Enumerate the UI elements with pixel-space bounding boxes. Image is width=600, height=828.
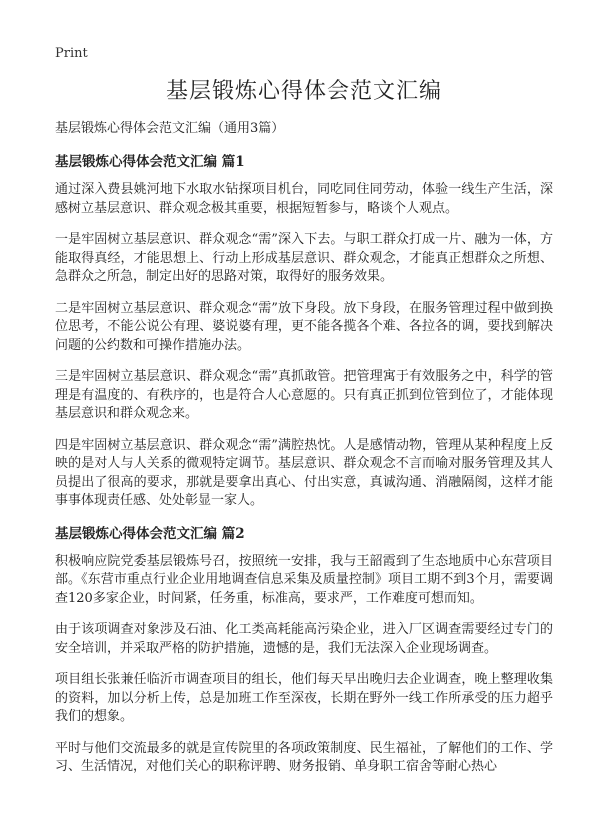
paragraph: 一是牢固树立基层意识、群众观念“需”深入下去。与职工群众打成一片、融为一体，方能取得真经，才能思想上、行动上形成基层意识、群众观念，才能真正想群众之所想、急群众之所急，制定出好的思路对策，取得好的服务效果。 xyxy=(55,232,553,284)
paragraph: 平时与他们交流最多的就是宣传院里的各项政策制度、民生福祉，了解他们的工作、学习、生活情况，对他们关心的职称评聘、财务报销、单身职工宿舍等耐心热心 xyxy=(55,740,553,774)
section-heading: 基层锻炼心得体会范文汇编 篇2 xyxy=(55,525,245,542)
document-title: 基层锻炼心得体会范文汇编 xyxy=(165,79,442,104)
print-link[interactable]: Print xyxy=(55,46,88,61)
paragraph: 三是牢固树立基层意识、群众观念“需”真抓敢管。把管理寓于有效服务之中，科学的管理是有温度的、有秩序的，也是符合人心意愿的。只有真正抓到位管到位了，才能体现基层意识和群众观念来。 xyxy=(55,369,553,421)
paragraph: 四是牢固树立基层意识、群众观念“需”满腔热忱。人是感情动物，管理从某种程度上反映的是对人与人关系的微观特定调节。基层意识、群众观念不言而喻对服务管理及其人员提出了很高的要求，那就是要拿出真心、付出实意，真诚沟通、消融隔阂，这样才能事事体现责任感、处处彰显一家人。 xyxy=(55,437,553,508)
paragraph: 二是牢固树立基层意识、群众观念“需”放下身段。放下身段，在服务管理过程中做到换位思考，不能公说公有理、婆说婆有理，更不能各揽各个难、各拉各的调，要找到解决问题的公约数和可操作措施办法。 xyxy=(55,300,553,353)
paragraph: 项目组长张兼任临沂市调查项目的组长，他们每天早出晚归去企业调查，晚上整理收集的资料，加以分析上传，总是加班工作至深夜，长期在野外一线工作所承受的压力超乎我们的想象。 xyxy=(55,672,553,724)
section-2 xyxy=(55,524,553,777)
paragraph: 通过深入费县姚河地下水取水钻探项目机台，同吃同住同劳动，体验一线生产生活，深感树立基层意识、群众观念极其重要，根据短暂参与，略谈个人观点。 xyxy=(55,182,553,216)
section-1 xyxy=(55,152,553,511)
paragraph: 积极响应院党委基层锻炼号召，按照统一安排，我与王韶霞到了生态地质中心东营项目部。《东营市重点行业企业用地调查信息采集及质量控制》项目工期不到3个月，需要调查120多家企业，时间紧，任务重，标准高，要求严，工作难度可想而知。 xyxy=(55,553,553,606)
section-heading: 基层锻炼心得体会范文汇编 篇1 xyxy=(55,154,245,170)
paragraph: 由于该项调查对象涉及石油、化工类高耗能高污染企业，进入厂区调查需要经过专门的安全培训，并采取严格的防护措施，遗憾的是，我们无法深入企业现场调查。 xyxy=(55,622,553,656)
document-subtitle: 基层锻炼心得体会范文汇编（通用3篇） xyxy=(55,121,285,136)
document-page xyxy=(55,78,553,790)
